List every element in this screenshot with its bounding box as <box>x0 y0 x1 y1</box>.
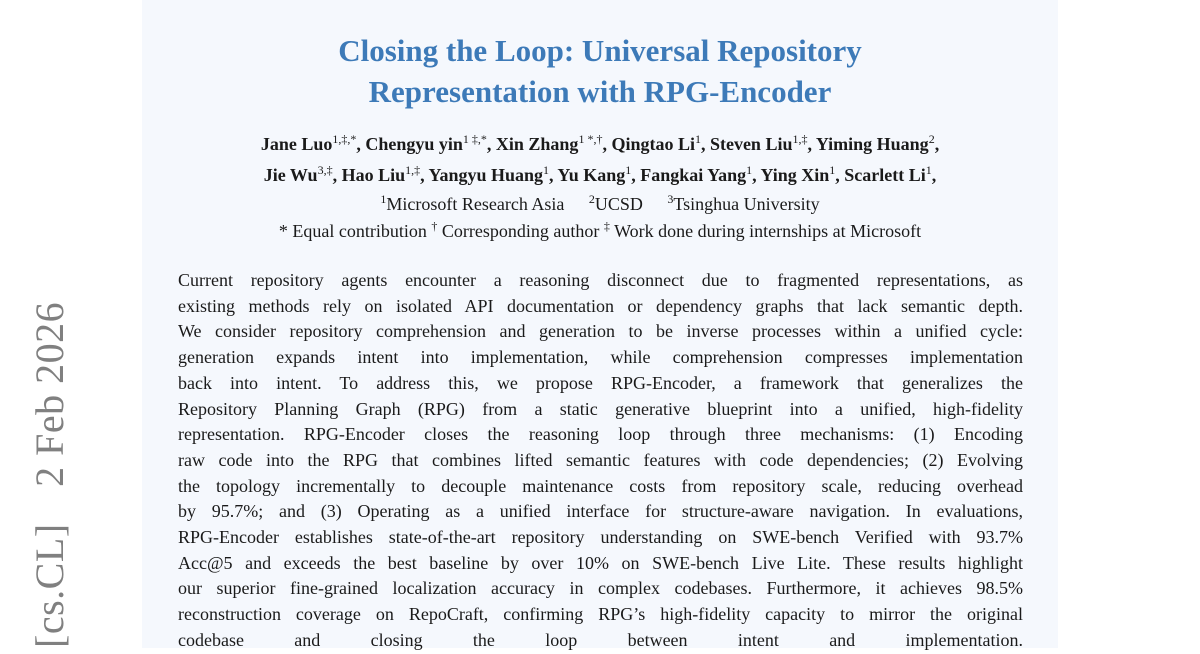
abstract-line: our superior fine-grained localization accuracy in complex codebases. Furthermore, it achieves 98.5% <box>178 578 1023 599</box>
abstract-line: existing methods rely on isolated API documentation or dependency graphs that lack semantic depth. <box>178 295 1023 316</box>
author-entry: Fangkai Yang$^1$, <box>640 163 761 185</box>
author-entry: Hao Liu$^{1,\ddagger}$, <box>341 163 429 185</box>
abstract-line: reconstruction coverage on RepoCraft, confirming RPG’s high-fidelity capacity to mirror the original <box>178 604 1023 625</box>
dagger-symbol: † <box>431 219 438 233</box>
author-notes <box>142 218 1058 244</box>
author-entry: Ying Xin$^1$, <box>760 163 845 185</box>
double-dagger-symbol: ‡ <box>603 219 610 233</box>
title-line-1: Closing the Loop: Universal Repository <box>338 33 862 68</box>
author-entry: Jane Luo$^{1,\ddagger,*}$, <box>260 132 366 154</box>
affiliations <box>142 191 1058 217</box>
author-entry: Yiming Huang$^2$, <box>815 132 940 154</box>
arxiv-date: 2 Feb 2026 <box>27 301 72 487</box>
authors-line-1 <box>142 129 1058 160</box>
abstract-line: RPG-Encoder establishes state-of-the-art repository understanding on SWE-bench Verified with 93.7% <box>178 527 1023 548</box>
abstract-line: Current repository agents encounter a reasoning disconnect due to fragmented representations, as <box>178 270 1023 290</box>
authors-line-2 <box>142 160 1058 191</box>
equal-contribution-note: * Equal contribution <box>278 221 427 241</box>
abstract-line: generation expands intent into implementation, while comprehension compresses implementation <box>178 347 1023 368</box>
author-entry: Scarlett Li$^1$, <box>844 163 937 185</box>
author-entry: Yangyu Huang$^1$, <box>428 163 558 185</box>
paper-title <box>142 30 1058 112</box>
title-line-2: Representation with RPG-Encoder <box>368 74 832 109</box>
corresponding-author-note: Corresponding author <box>441 221 600 241</box>
arxiv-identifier-stamp <box>26 276 73 648</box>
author-entry: Qingtao Li$^1$, <box>611 132 710 154</box>
abstract-line: the topology incrementally to decouple maintenance costs from repository scale, reducing overhead <box>178 475 1023 496</box>
abstract-line: Repository Planning Graph (RPG) from a static generative blueprint into a unified, high-fidelity <box>178 398 1023 419</box>
abstract-line: by 95.7%; and (3) Operating as a unified interface for structure-aware navigation. In evaluations, <box>178 501 1023 522</box>
author-entry: Yu Kang$^1$, <box>557 163 641 185</box>
author-entry: Chengyu yin$^{1 \ddagger,*}$, <box>365 132 496 154</box>
abstract <box>178 268 1023 654</box>
arxiv-category: [cs.CL] <box>27 523 72 648</box>
author-entry: Steven Liu$^{1,\ddagger}$, <box>709 132 816 154</box>
author-list <box>142 129 1058 191</box>
abstract-line: Acc@5 and exceeds the best baseline by over 10% on SWE-bench Live Lite. These results highlight <box>178 552 1023 573</box>
abstract-line: raw code into the RPG that combines lifted semantic features with code dependencies; (2) Evolving <box>178 449 1023 470</box>
affiliation: $^2$UCSD <box>588 192 643 214</box>
affiliation: $^3$Tsinghua University <box>667 192 820 214</box>
author-entry: Xin Zhang$^{1 *,\dagger}$, <box>495 132 612 154</box>
affiliation: $^1$Microsoft Research Asia <box>380 192 565 214</box>
abstract-line: codebase and closing the loop between intent and implementation. <box>178 629 1023 650</box>
abstract-line: representation. RPG-Encoder closes the reasoning loop through three mechanisms: (1) Encoding <box>178 424 1023 445</box>
author-entry: Jie $Wu^{3,\ddagger}$, <box>263 163 342 185</box>
internship-note: Work done during internships at Microsoft <box>614 221 922 241</box>
abstract-line: back into intent. To address this, we propose RPG-Encoder, a framework that generalizes the <box>178 372 1023 393</box>
abstract-line: We consider repository comprehension and generation to be inverse processes within a unified cycle: <box>178 321 1023 342</box>
